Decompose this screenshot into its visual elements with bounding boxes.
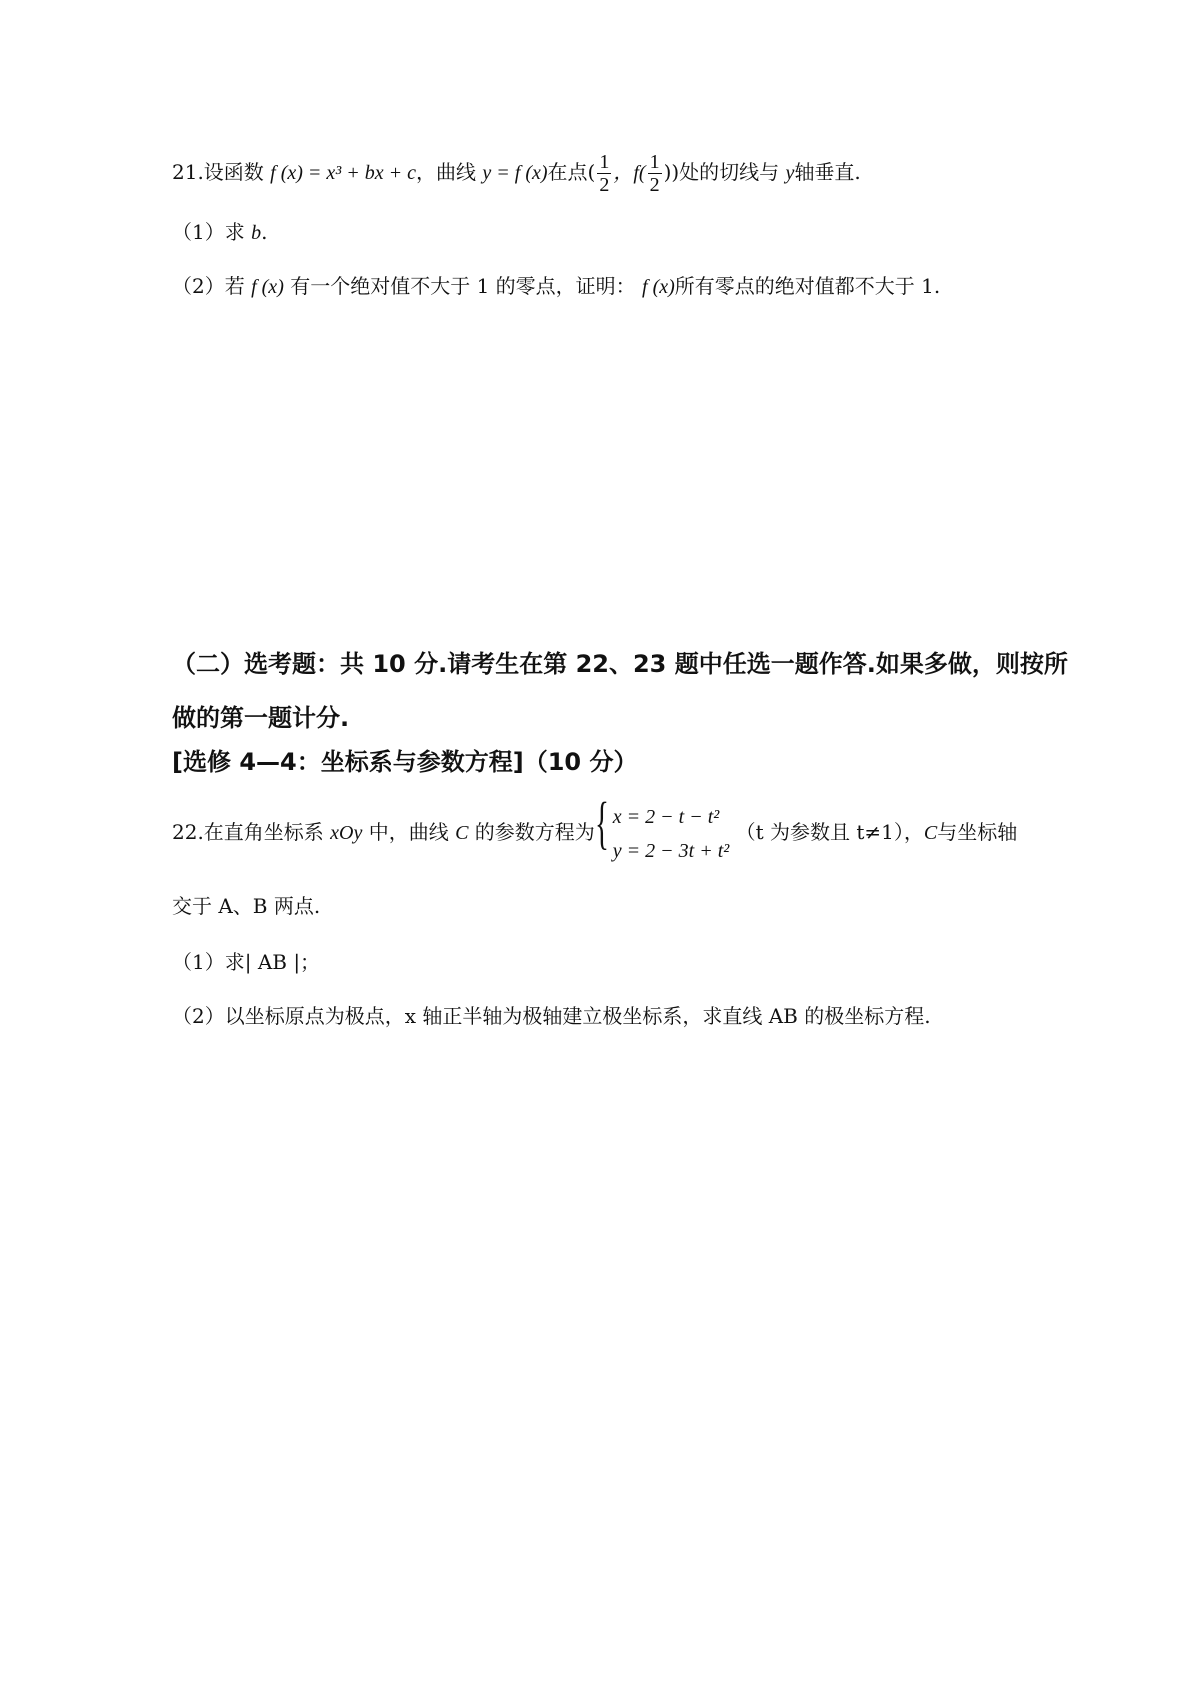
q22-curve-c2: C <box>923 822 938 844</box>
q22-parametric-system <box>594 789 730 868</box>
q21-part2-end: 所有零点的绝对值都不大于 1. <box>674 274 941 298</box>
q21-mid1: ，曲线 <box>416 160 477 184</box>
q21-fraction-1-num: 1 <box>599 151 610 173</box>
q21-fraction-2-num: 1 <box>649 151 660 173</box>
q21-part2-mid: 有一个绝对值不大于 1 的零点，证明： <box>290 274 636 298</box>
q21-part1-label: （1）求 <box>172 220 245 244</box>
q21-part2-fx2: f (x) <box>642 276 675 298</box>
q22-tail: 与坐标轴 <box>937 820 1018 844</box>
section-heading-line1: （二）选考题：共 10 分.请考生在第 22、23 题中任选一题作答.如果多做，则按所 <box>172 650 1068 678</box>
q22-xoy: xOy <box>330 822 363 844</box>
q22-mid2: 的参数方程为 <box>474 820 595 844</box>
q22-stem <box>172 789 1018 868</box>
q22-equation-2: y = 2 − 3t + t² <box>612 839 730 862</box>
q22-equation-1: x = 2 − t − t² <box>612 805 720 828</box>
q21-prefix: 21.设函数 <box>172 160 264 184</box>
q21-part1-end: . <box>261 220 268 244</box>
q21-comma-f: ，f( <box>613 162 646 184</box>
q22-part2: （2）以坐标原点为极点，x 轴正半轴为极轴建立极坐标系，求直线 AB 的极坐标方程. <box>172 1004 931 1028</box>
q21-close: ))处的切线与 <box>663 160 780 184</box>
q21-part2-label: （2）若 <box>172 274 245 298</box>
brace-icon: { <box>594 789 609 855</box>
q21-fraction-2 <box>648 151 662 196</box>
q21-stem <box>172 150 861 194</box>
q22-condition: （t 为参数且 t≠1）， <box>735 820 924 844</box>
q21-function-def: f (x) = x³ + bx + c <box>270 162 417 184</box>
q22-line2: 交于 A、B 两点. <box>172 894 321 918</box>
section-heading-line3: [选修 4—4：坐标系与参数方程]（10 分） <box>172 748 638 776</box>
q22-curve-c: C <box>455 822 469 844</box>
q21-part1 <box>172 222 267 243</box>
q21-mid2: 在点( <box>547 160 596 184</box>
q22-part1: （1）求| AB |； <box>172 950 321 974</box>
q21-y-axis: y <box>785 162 795 184</box>
section-heading-line2: 做的第一题计分. <box>172 704 350 732</box>
q21-fraction-1 <box>597 151 611 196</box>
q21-part2-fx: f (x) <box>251 276 284 298</box>
q21-fraction-1-den: 2 <box>599 174 610 196</box>
q21-tail: 轴垂直. <box>794 160 861 184</box>
q21-fraction-2-den: 2 <box>649 174 660 196</box>
q21-curve: y = f (x) <box>482 162 548 184</box>
q21-part2 <box>172 276 940 297</box>
q22-mid1: 中，曲线 <box>368 820 449 844</box>
q21-part1-var: b <box>251 222 262 244</box>
q22-prefix: 22.在直角坐标系 <box>172 820 324 844</box>
